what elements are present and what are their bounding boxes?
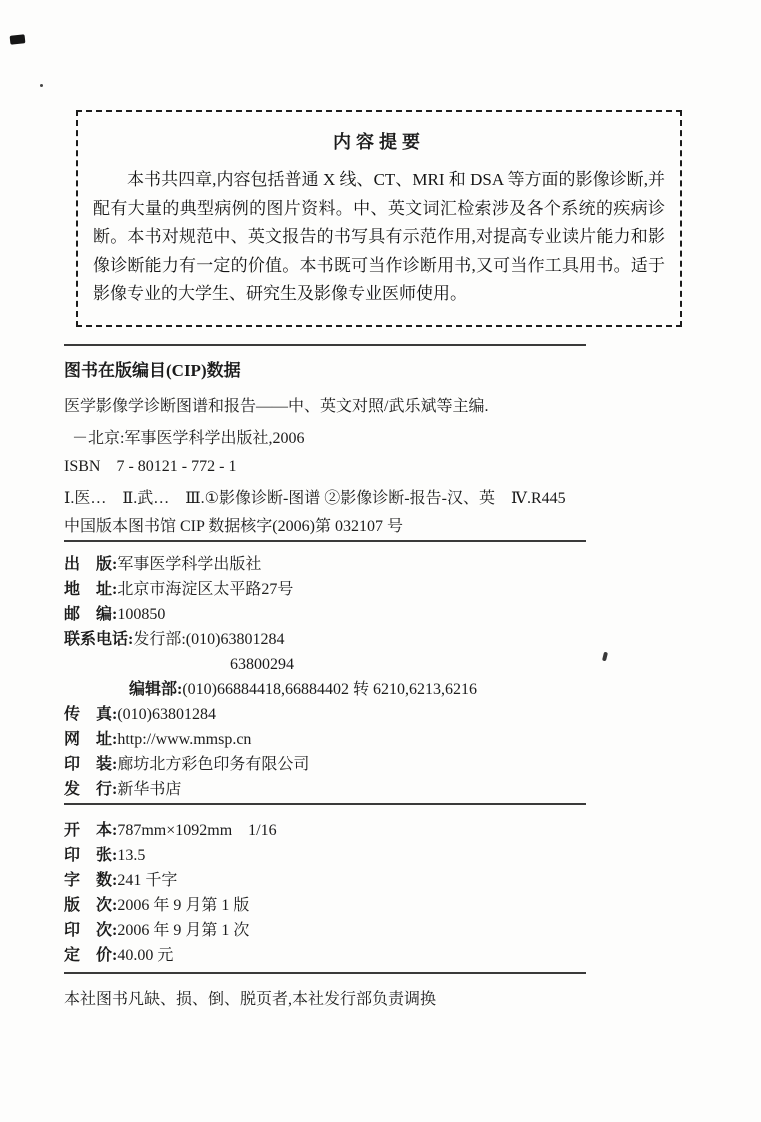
- spec-value: 40.00 元: [117, 947, 174, 964]
- spec-row: [64, 843, 624, 868]
- publisher-value: 100850: [117, 606, 166, 623]
- publisher-label: 印 装:: [64, 756, 118, 773]
- publisher-row: [64, 677, 624, 702]
- spec-value: 2006 年 9 月第 1 次: [117, 922, 250, 939]
- publisher-label: 编辑部:: [129, 681, 183, 698]
- spec-value: 2006 年 9 月第 1 版: [117, 897, 250, 914]
- cip-line: 医学影像学诊断图谱和报告——中、英文对照/武乐斌等主编.: [64, 398, 489, 415]
- cip-line: 中国版本图书馆 CIP 数据核字(2006)第 032107 号: [64, 518, 403, 535]
- publisher-label: 邮 编:: [64, 606, 118, 623]
- divider: [64, 803, 586, 805]
- spec-label: 版 次:: [64, 897, 118, 914]
- publisher-label: 网 址:: [64, 731, 118, 748]
- publisher-value: 发行部:(010)63801284: [133, 631, 285, 648]
- spec-label: 印 张:: [64, 847, 118, 864]
- summary-title: 内容提要: [333, 132, 425, 152]
- cip-block: [64, 394, 624, 542]
- publisher-value: 63800294: [230, 656, 294, 673]
- publisher-row: [64, 577, 624, 602]
- publisher-value: 新华书店: [117, 781, 182, 798]
- publisher-value: 北京市海淀区太平路27号: [117, 581, 294, 598]
- publisher-label: 地 址:: [64, 581, 118, 598]
- cip-heading: 图书在版编目(CIP)数据: [64, 361, 241, 380]
- summary-box: [76, 110, 682, 327]
- spec-row: [64, 918, 624, 943]
- spec-row: [64, 818, 624, 843]
- divider: [64, 972, 586, 974]
- spec-row: [64, 893, 624, 918]
- publisher-row: [64, 752, 624, 777]
- publisher-row: [64, 652, 624, 677]
- spec-value: 787mm×1092mm 1/16: [117, 822, 277, 839]
- scan-artifact: [40, 84, 43, 87]
- divider: [64, 344, 586, 346]
- publisher-info-block: [64, 552, 624, 802]
- divider: [64, 540, 586, 542]
- cip-line: ISBN 7 - 80121 - 772 - 1: [64, 458, 237, 475]
- publisher-row: [64, 602, 624, 627]
- publisher-value: http://www.mmsp.cn: [117, 731, 252, 748]
- spec-label: 开 本:: [64, 822, 118, 839]
- print-specs-block: [64, 818, 624, 968]
- publisher-value: 廊坊北方彩色印务有限公司: [117, 756, 310, 773]
- footer-note: 本社图书凡缺、损、倒、脱页者,本社发行部负责调换: [64, 991, 437, 1008]
- summary-body: 本书共四章,内容包括普通 X 线、CT、MRI 和 DSA 等方面的影像诊断,并配有大量的典型病例的图片资料。中、英文词汇检索涉及各个系统的疾病诊断。本书对规范中、英文报告的书写具有示范作用,对提高专业读片能力和影像诊断能力有一定的价值。本书既可当作诊断用书,又可当作工具用书。适于影像专业的大学生、研究生及影像专业医师使用。: [93, 170, 665, 303]
- publisher-label: 发 行:: [64, 781, 118, 798]
- publisher-row: [64, 727, 624, 752]
- publisher-label: 传 真:: [64, 706, 118, 723]
- publisher-row: [64, 702, 624, 727]
- publisher-row: [64, 552, 624, 577]
- publisher-row: [64, 777, 624, 802]
- publisher-value: 军事医学科学出版社: [117, 556, 262, 573]
- spec-label: 字 数:: [64, 872, 118, 889]
- spec-value: 13.5: [117, 847, 146, 864]
- publisher-value: (010)63801284: [117, 706, 216, 723]
- publisher-value: (010)66884418,66884402 转 6210,6213,6216: [182, 681, 478, 698]
- cip-line: －北京:军事医学科学出版社,2006: [72, 430, 305, 447]
- publisher-label: 联系电话:: [64, 631, 134, 648]
- spec-row: [64, 868, 624, 893]
- spec-row: [64, 943, 624, 968]
- publisher-row: [64, 627, 624, 652]
- scan-artifact: [10, 34, 26, 45]
- spec-value: 241 千字: [117, 872, 178, 889]
- spec-label: 定 价:: [64, 947, 118, 964]
- cip-line: Ⅰ.医… Ⅱ.武… Ⅲ.①影像诊断-图谱 ②影像诊断-报告-汉、英 Ⅳ.R445: [64, 490, 566, 507]
- publisher-label: 出 版:: [64, 556, 118, 573]
- spec-label: 印 次:: [64, 922, 118, 939]
